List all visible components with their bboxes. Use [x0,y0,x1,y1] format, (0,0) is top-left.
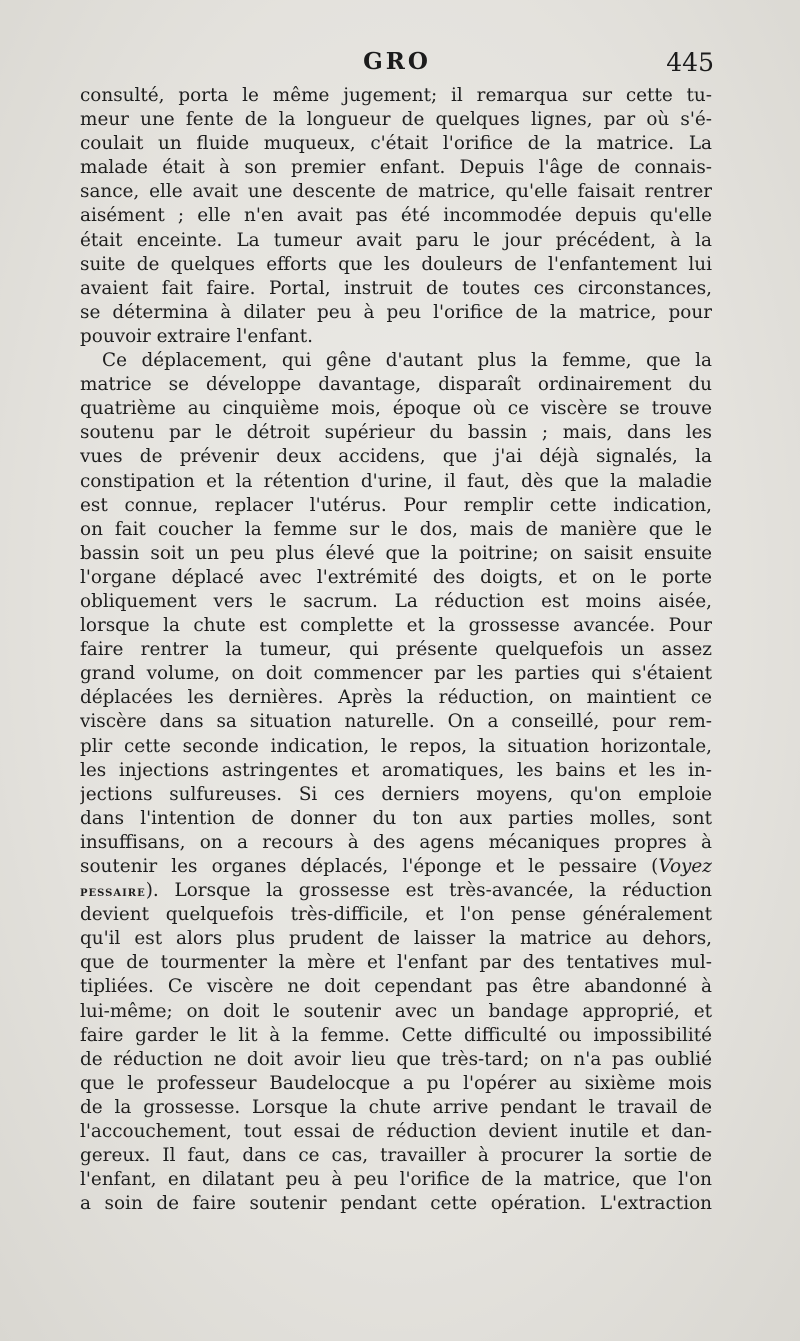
text-line: coulait un fluide muqueux, c'était l'orifice de la matrice. La [80,133,712,155]
text-line: devient quelquefois très-difficile, et l'on pense généralement [80,904,712,926]
text-line: obliquement vers le sacrum. La réduction est moins aisée, [80,590,712,612]
text-line: déplacées les dernières. Après la réduction, on maintient ce [80,687,712,709]
text-line: qu'il est alors plus prudent de laisser la matrice au dehors, [80,928,712,950]
text-line: a soin de faire soutenir pendant cette opération. L'extraction [80,1193,712,1215]
reference-voyez: Voyez [658,856,712,877]
text-line: est connue, replacer l'utérus. Pour remplir cette indication, [80,494,712,516]
text-line: tipliées. Ce viscère ne doit cependant pas être abandonné à [80,976,712,998]
text-segment: ). [145,880,159,902]
text-line: jections sulfureuses. Si ces derniers moyens, qu'on emploie [80,783,712,805]
text-line: malade était à son premier enfant. Depuis l'âge de connais- [80,157,712,179]
text-line: consulté, porta le même jugement; il remarqua sur cette tu- [80,85,712,106]
text-line: lui-même; on doit le soutenir avec un bandage approprié, et [80,1000,712,1022]
text-line: grand volume, on doit commencer par les parties qui s'étaient [80,663,712,685]
text-line: que le professeur Baudelocque a pu l'opérer au sixième mois [80,1072,712,1094]
text-line: que de tourmenter la mère et l'enfant par des tentatives mul- [80,952,712,974]
text-line: matrice se développe davantage, disparaît ordinairement du [80,374,712,396]
text-line: les injections astringentes et aromatiques, les bains et les in- [80,759,712,781]
reference-pessaire: pessaire [80,884,146,901]
text-line: quatrième au cinquième mois, époque où ce viscère se trouve [80,398,712,420]
body-text [80,84,712,1216]
text-line: lorsque la chute est complette et la grossesse avancée. Pour [80,615,712,637]
text-line: pouvoir extraire l'enfant. [80,325,313,347]
text-line: avaient fait faire. Portal, instruit de toutes ces circonstances, [80,277,712,299]
text-line: on fait coucher la femme sur le dos, mais de manière que le [80,518,712,540]
text-line: l'enfant, en dilatant peu à peu l'orifice de la matrice, que l'on [80,1169,712,1191]
text-line: l'organe déplacé avec l'extrémité des doigts, et on le porte [80,566,712,588]
page-header [80,48,714,82]
text-line-with-reference [80,855,712,879]
text-line: faire rentrer la tumeur, qui présente quelquefois un assez [80,639,712,661]
text-segment: Lorsque la grossesse est très-avancée, la réduction [174,880,712,902]
text-line-with-reference [80,879,712,903]
text-line: l'accouchement, tout essai de réduction devient inutile et dan- [80,1121,712,1143]
text-line: vues de prévenir deux accidens, que j'ai déjà signalés, la [80,446,712,468]
text-line: Ce déplacement, qui gêne d'autant plus la femme, que la [102,350,712,372]
text-line: de la grossesse. Lorsque la chute arrive pendant le travail de [80,1096,712,1118]
text-line: gereux. Il faut, dans ce cas, travailler à procurer la sortie de [80,1145,712,1167]
text-line: constipation et la rétention d'urine, il faut, dès que la maladie [80,470,712,492]
text-line: bassin soit un peu plus élevé que la poitrine; on saisit ensuite [80,542,712,564]
text-line: faire garder le lit à la femme. Cette difficulté ou impossibilité [80,1024,712,1046]
text-line: insuffisans, on a recours à des agens mécaniques propres à [80,831,712,853]
text-line: de réduction ne doit avoir lieu que très-tard; on n'a pas oublié [80,1048,712,1070]
text-segment: soutenir les organes déplacés, l'éponge et le pessaire ( [80,856,659,877]
text-line: était enceinte. La tumeur avait paru le jour précédent, à la [80,229,712,251]
text-line: suite de quelques efforts que les douleurs de l'enfantement lui [80,253,712,275]
running-head: GRO [363,48,431,75]
text-line: plir cette seconde indication, le repos, la situation horizontale, [80,735,712,757]
text-line: aisément ; elle n'en avait pas été incommodée depuis qu'elle [80,205,712,227]
text-line: viscère dans sa situation naturelle. On a conseillé, pour rem- [80,711,712,733]
text-line: sance, elle avait une descente de matrice, qu'elle faisait rentrer [80,181,712,203]
text-line: soutenu par le détroit supérieur du bassin ; mais, dans les [80,422,712,444]
text-line: dans l'intention de donner du ton aux parties molles, sont [80,807,712,829]
text-line: se détermina à dilater peu à peu l'orifice de la matrice, pour [80,301,712,323]
page-number: 445 [666,48,714,77]
text-line: meur une fente de la longueur de quelques lignes, par où s'é- [80,109,712,131]
